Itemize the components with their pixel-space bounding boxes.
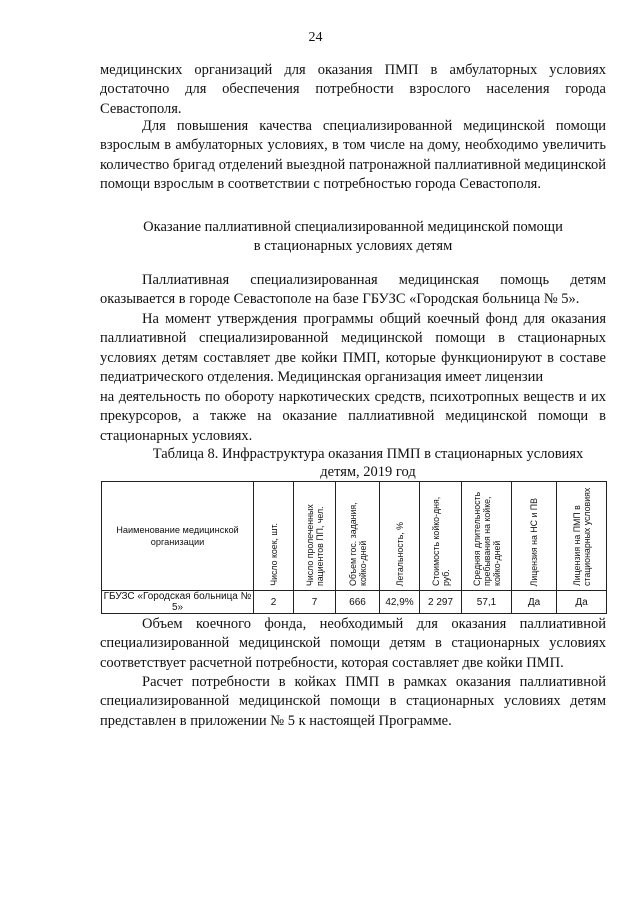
paragraph-bed-fund-volume: Объем коечного фонда, необходимый для оказания паллиативной специализированной медицинской помощи детям в стационарных условиях соответствует расчетной потребности, которая составляет две койки ПМП. [100,616,606,671]
page-number: 24 [308,30,323,45]
header-organization: Наименование медицинской организации [102,482,254,591]
cell-state-assignment: 666 [336,591,380,614]
header-bed-count [254,482,294,591]
cell-average-stay: 57,1 [462,591,512,614]
header-narcotics-license [512,482,557,591]
header-average-stay-text: Средняя длительность пребывания на койке, койко-дней [471,491,502,586]
table-caption-line1: Таблица 8. Инфраструктура оказания ПМП в стационарных условиях [152,446,584,462]
paragraph-ambulatory-sufficiency: медицинских организаций для оказания ПМП в амбулаторных условиях достаточно для обеспечения потребности взрослого населения города Севастополя. [100,62,606,117]
paragraph-hospital-base: Паллиативная специализированная медицинская помощь детям оказывается в городе Севастополе на базе ГБУЗС «Городская больница № 5». [100,272,606,308]
header-narcotics-license-text: Лицензия на НС и ПВ [529,497,539,586]
cell-organization: ГБУЗС «Городская больница № 5» [102,591,254,614]
header-patients-treated [294,482,336,591]
cell-narcotics-license: Да [512,591,557,614]
cell-bed-day-cost: 2 297 [420,591,462,614]
header-palliative-license-text: Лицензия на ПМП в стационарных условиях [571,487,592,586]
paragraph-licenses: на деятельность по обороту наркотических средств, психотропных веществ и их прекурсоров, а также на оказание паллиативной медицинской помощи в стационарных условиях. [100,389,606,444]
table-row [102,591,607,614]
cell-palliative-license: Да [557,591,607,614]
table-caption-line2: детям, 2019 год [320,464,416,480]
cell-patients-treated: 7 [294,591,336,614]
paragraph-bed-fund: На момент утверждения программы общий коечный фонд для оказания паллиативной специализированной медицинской помощи в стационарных условиях детям составляет две койки ПМП, которые функционируют в составе педиатрического отделения. Медицинская организация имеет лицензии [100,311,606,386]
header-mortality-text: Летальность, % [394,521,405,586]
header-bed-day-cost [420,482,462,591]
header-bed-count-text: Число коек, шт. [268,523,279,586]
header-state-assignment-text: Объем гос. задания, койко-дней [347,502,368,586]
infrastructure-table [101,481,607,614]
header-palliative-license [557,482,607,591]
header-bed-day-cost-text: Стоимость койко-дня, руб. [430,496,451,586]
paragraph-ambulatory-improvement: Для повышения качества специализированной медицинской помощи взрослым в амбулаторных условиях, в том числе на дому, необходимо увеличить количество бригад отделений выездной патронажной паллиативной медицинской помощи взрослым в соответствии с потребностью города Севастополя. [100,118,606,193]
table-header-row [102,482,607,591]
section-heading-line2: в стационарных условиях детям [253,238,453,254]
section-heading-line1: Оказание паллиативной специализированной медицинской помощи [143,219,563,235]
header-state-assignment [336,482,380,591]
header-mortality [380,482,420,591]
cell-bed-count: 2 [254,591,294,614]
header-average-stay [462,482,512,591]
header-patients-treated-text: Число пролеченных пациентов ПП, чел. [304,504,325,586]
cell-mortality: 42,9% [380,591,420,614]
paragraph-calculation-reference: Расчет потребности в койках ПМП в рамках оказания паллиативной специализированной медицинской помощи в стационарных условиях детям представлен в приложении № 5 к настоящей Программе. [100,674,606,729]
